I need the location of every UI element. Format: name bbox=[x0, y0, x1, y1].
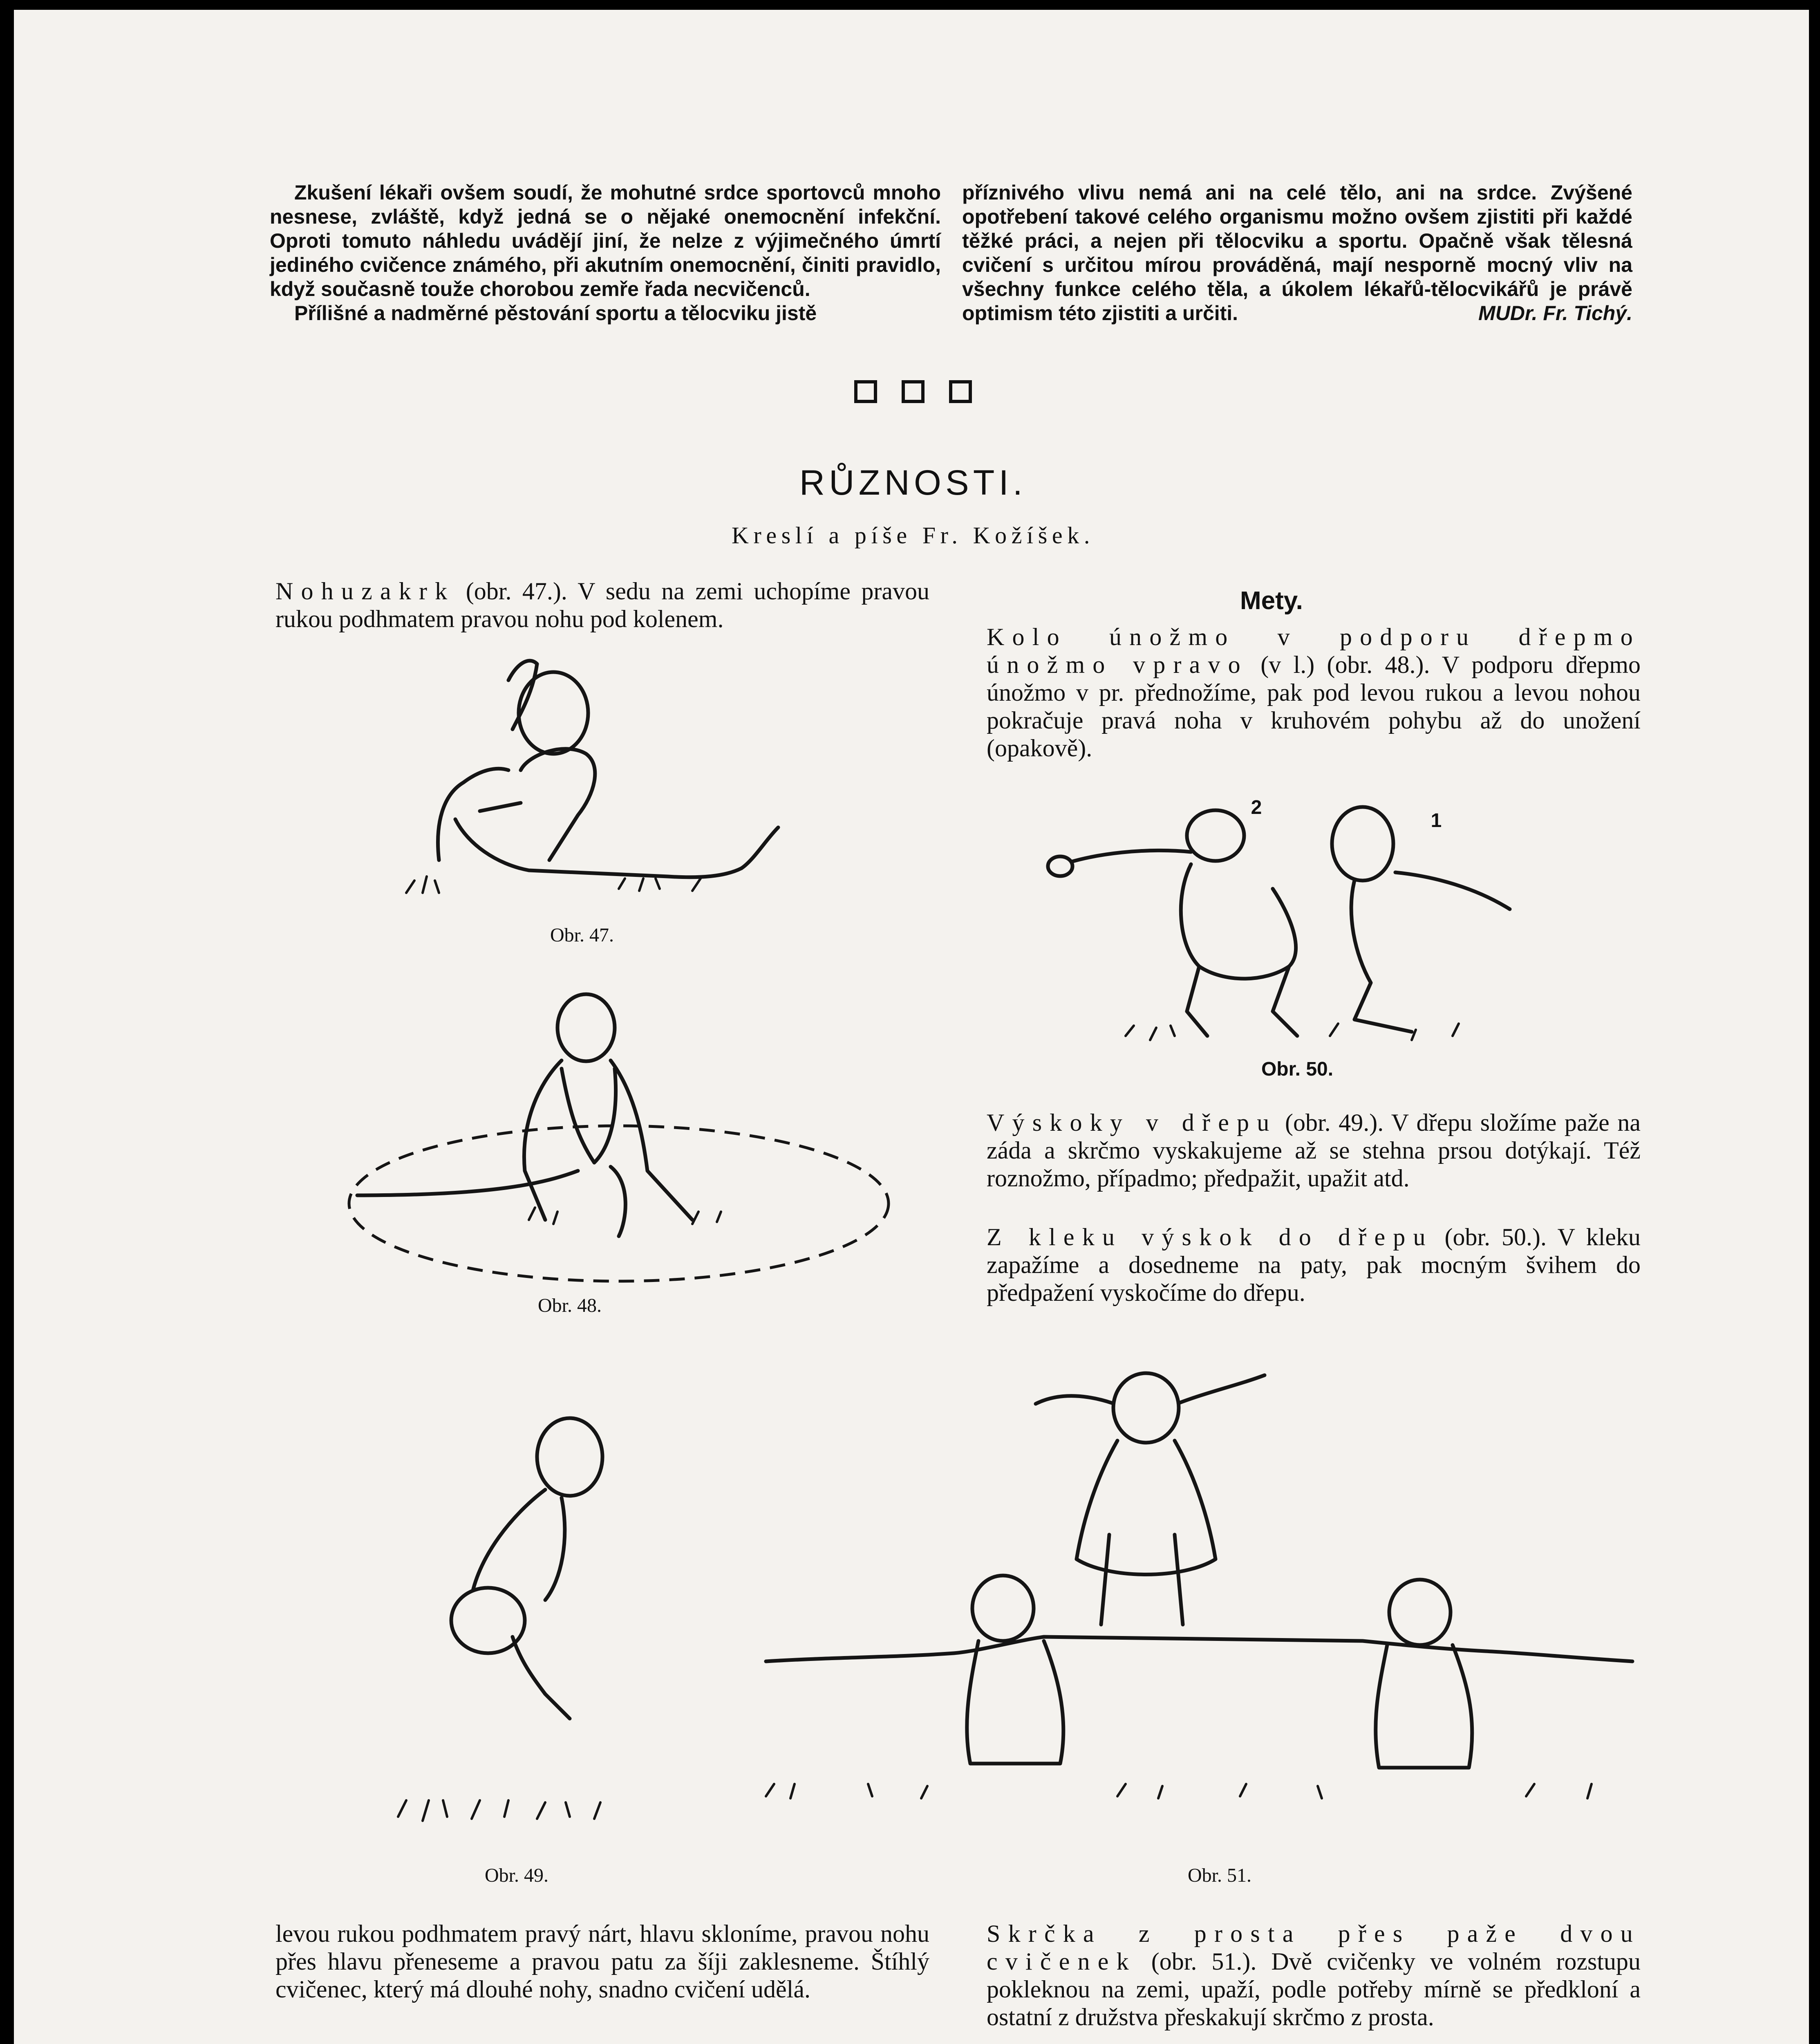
exercise-description: (obr. 47.). V sedu na zemi uchopíme pravou rukou podhmatem pravou nohu pod kolenem. bbox=[275, 578, 929, 632]
exercise-description: (obr. 49.). V dřepu složíme paže na záda a skrčmo vyskakujeme až se stehna prsou dotýkají. Též roznožmo, případmo; předpažit, upažit atd. bbox=[987, 1109, 1641, 1192]
section-byline: Kreslí a píše Fr. Kožíšek. bbox=[732, 522, 1095, 549]
fig48-left-arm bbox=[524, 1060, 562, 1220]
figure-50-label-1: 1 bbox=[1430, 810, 1442, 831]
fig51-outstretched-arms bbox=[766, 1637, 1632, 1661]
exercise-term: Kolo únožmo v podporu dřepmo únožmo vpravo bbox=[987, 623, 1641, 678]
fig47-foot bbox=[741, 827, 778, 868]
fig47-head bbox=[519, 672, 588, 754]
article-author: MUDr. Fr. Tichý. bbox=[1478, 302, 1632, 325]
figure-48-drawing bbox=[333, 991, 897, 1289]
figure-50-caption: Obr. 50. bbox=[1261, 1058, 1334, 1080]
fig47-extended-leg bbox=[455, 819, 741, 877]
figure-47-caption: Obr. 47. bbox=[550, 924, 614, 946]
fig48-torso bbox=[562, 1069, 616, 1163]
exercise-description: (v l.) (obr. 48.). V podporu dřepmo únožmo v pr. přednožíme, pak pod levou rukou a levou nohou pokračuje pravá noha v kruhovém pohybu až do unožení (opakově). bbox=[987, 651, 1641, 762]
article-paragraph: Zkušení lékaři ovšem soudí, že mohutné srdce sportovců mnoho nesnese, zvláště, když jedná se o nějaké onemocnění infekční. Oproti tomuto náhledu uvádějí jiní, že nelze z výjimečného úmrtí jediného cvičence známého, při akutním onemocnění, činiti pravidlo, když současně touže chorobou zemře řada necvičenců. bbox=[270, 181, 941, 300]
fig50-hands bbox=[1048, 856, 1072, 876]
article-left-column bbox=[270, 181, 941, 325]
article-right-column bbox=[962, 181, 1632, 325]
exercise-term: Výskoky v dřepu bbox=[987, 1109, 1277, 1136]
figure-49-caption: Obr. 49. bbox=[485, 1865, 548, 1886]
right-column-para-1 bbox=[987, 623, 1641, 762]
fig47-grass bbox=[406, 876, 701, 893]
fig49-head bbox=[537, 1418, 602, 1496]
fig51-jumper-dress bbox=[1077, 1441, 1216, 1575]
exercise-description: (obr. 51.). Dvě cvičenky ve volném rozstupu pokleknou na zemi, upaží, podle potřeby mírně se předkloní a ostatní z družstva přeskakují skrčmo z prosta. bbox=[987, 1948, 1641, 2031]
figure-47-drawing bbox=[374, 648, 831, 913]
fig51-kneeler-1-head bbox=[972, 1576, 1034, 1641]
article-paragraph: Přílišné a nadměrné pěstování sportu a tělocviku jistě bbox=[294, 302, 817, 325]
fig49-chest bbox=[545, 1498, 565, 1600]
fig51-kneeler-2-head bbox=[1389, 1580, 1451, 1645]
fig50-body-1 bbox=[1351, 881, 1412, 1032]
subsection-heading: Mety. bbox=[1240, 587, 1303, 615]
article-paragraph: příznivého vlivu nemá ani na celé tělo, ani na srdce. Zvýšené opotřebení takové celého organismu možno ovšem zjistiti při každé těžké práci, a nejen při tělocviku a sportu. Opačně však tělesná cvičení s určitou mírou prováděná, mají nesporně mocný vliv na všechny funkce celého těla, a úkolem lékařů-tělocvikářů je právě optimism této zjistiti a určiti. bbox=[962, 181, 1632, 325]
fig47-back bbox=[438, 769, 509, 860]
left-column-intro bbox=[275, 577, 929, 633]
separator-square bbox=[902, 380, 925, 403]
fig50-body-2 bbox=[1181, 864, 1296, 979]
right-column-para-2 bbox=[987, 1109, 1641, 1192]
fig50-arm-1 bbox=[1395, 872, 1510, 909]
fig48-circle-path bbox=[349, 1126, 889, 1281]
right-column-para-3 bbox=[987, 1223, 1641, 1307]
fig51-jumper-head bbox=[1113, 1373, 1179, 1443]
right-column-para-4 bbox=[987, 1920, 1641, 2031]
figure-50-drawing bbox=[1044, 791, 1534, 1052]
fig48-right-arm bbox=[611, 1060, 692, 1220]
exercise-term: Z kleku výskok do dřepu bbox=[987, 1224, 1433, 1251]
fig49-shins bbox=[513, 1637, 570, 1719]
magazine-page bbox=[14, 10, 1809, 2044]
figure-50-label-2: 2 bbox=[1251, 797, 1262, 818]
fig50-head-2 bbox=[1187, 810, 1244, 861]
exercise-term: Nohuzakrk bbox=[275, 578, 455, 605]
left-column-continuation: levou rukou podhmatem pravý nárt, hlavu skloníme, pravou nohu přes hlavu přeneseme a pravou patu za šíji zaklesneme. Štíhlý cvičenec, který má dlouhé nohy, snadno cvičení udělá. bbox=[275, 1920, 929, 2003]
section-title: RŮZNOSTI. bbox=[799, 463, 1027, 502]
fig48-extended-leg bbox=[357, 1171, 578, 1195]
fig51-kneeler-1-body bbox=[967, 1641, 1063, 1764]
fig47-raised-leg bbox=[521, 749, 595, 860]
fig48-bent-leg bbox=[611, 1167, 625, 1236]
separator-square bbox=[949, 380, 972, 403]
fig49-grass bbox=[398, 1800, 600, 1821]
exercise-description: (obr. 50.). V kleku zapažíme a dosedneme na paty, pak mocným švihem do předpažení vyskočíme do dřepu. bbox=[987, 1224, 1641, 1306]
exercise-term: Skrčka z prosta přes paže dvou cvičenek bbox=[987, 1920, 1641, 1975]
fig50-head-1 bbox=[1332, 807, 1393, 881]
figure-49-drawing bbox=[365, 1408, 692, 1866]
separator-square bbox=[854, 380, 877, 403]
fig47-belt bbox=[480, 803, 521, 811]
figure-51-caption: Obr. 51. bbox=[1188, 1865, 1251, 1886]
fig51-grass bbox=[766, 1784, 1592, 1798]
fig48-head bbox=[557, 994, 615, 1061]
fig51-kneeler-2-body bbox=[1376, 1645, 1472, 1768]
section-separator bbox=[750, 380, 1077, 403]
fig51-jumper-legs bbox=[1101, 1535, 1183, 1625]
figure-51-drawing bbox=[750, 1347, 1649, 1862]
figure-48-caption: Obr. 48. bbox=[538, 1295, 602, 1316]
